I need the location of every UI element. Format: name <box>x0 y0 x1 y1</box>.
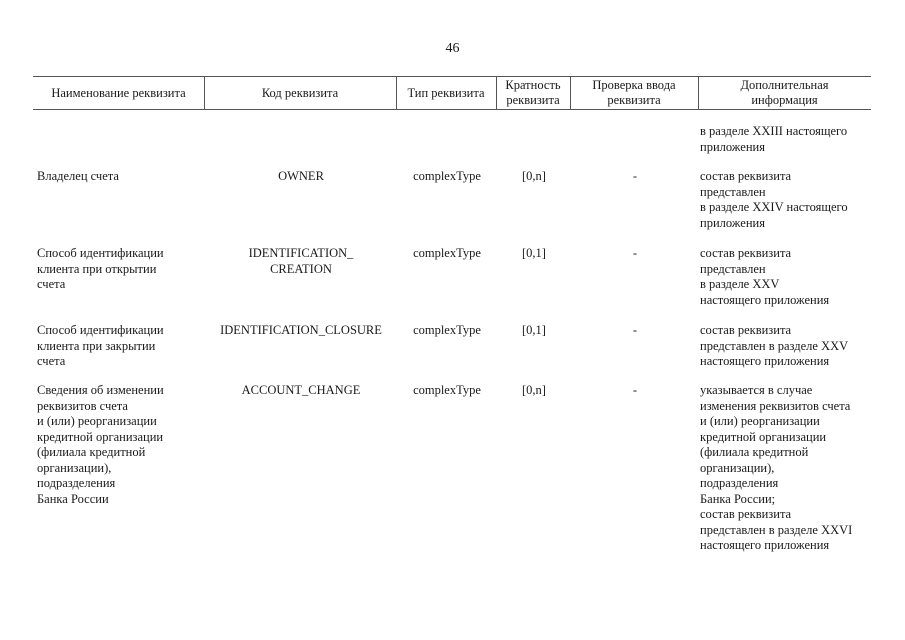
row-multiplicity: [0,n] <box>522 383 546 397</box>
row-check: - <box>632 323 638 337</box>
row-type: complexType <box>413 323 481 337</box>
row-name: Сведения об изменении реквизитов счета и (или) реорганизации кредитной организации (филиала кредитной организации), подразделения Банка России <box>37 383 164 506</box>
row-code: IDENTIFICATION_CLOSURE <box>220 323 382 337</box>
row-type: complexType <box>413 169 481 183</box>
row-type: complexType <box>413 383 481 397</box>
row-multiplicity: [0,1] <box>522 323 546 337</box>
row-info: состав реквизита представлен в разделе XXV настоящего приложения <box>700 323 849 368</box>
row-check: - <box>632 169 638 183</box>
row-info: состав реквизита представлен в разделе XXIV настоящего приложения <box>700 169 848 230</box>
row-code: IDENTIFICATION_ CREATION <box>248 246 354 276</box>
header-bottom-rule <box>33 109 871 110</box>
row-info: указывается в случае изменения реквизитов счета и (или) реорганизации кредитной организации (филиала кредитной организации), подразделения Банка России; состав реквизита представлен в разделе XXVI настоящего приложения <box>700 383 853 552</box>
row-code: OWNER <box>278 169 324 183</box>
row-multiplicity: [0,1] <box>522 246 546 260</box>
row-type: complexType <box>413 246 481 260</box>
row-info: состав реквизита представлен в разделе XXV настоящего приложения <box>700 246 830 307</box>
row-check: - <box>632 383 638 397</box>
row-name: Способ идентификации клиента при закрытии счета <box>37 323 164 368</box>
row-check: - <box>632 246 638 260</box>
page-number: 46 <box>445 41 460 56</box>
row-multiplicity: [0,n] <box>522 169 546 183</box>
header-name: Наименование реквизита <box>51 86 186 100</box>
row-code: ACCOUNT_CHANGE <box>241 383 361 397</box>
header-multiplicity: Кратность реквизита <box>505 78 561 107</box>
header-top-rule <box>33 76 871 77</box>
header-code: Код реквизита <box>261 86 339 100</box>
row-name: Владелец счета <box>37 169 119 183</box>
header-type: Тип реквизита <box>407 86 485 100</box>
header-info: Дополнительная информация <box>740 78 829 107</box>
continuation-info: в разделе XXIII настоящего приложения <box>700 124 848 154</box>
header-check: Проверка ввода реквизита <box>592 78 676 107</box>
row-name: Способ идентификации клиента при открытии счета <box>37 246 164 291</box>
